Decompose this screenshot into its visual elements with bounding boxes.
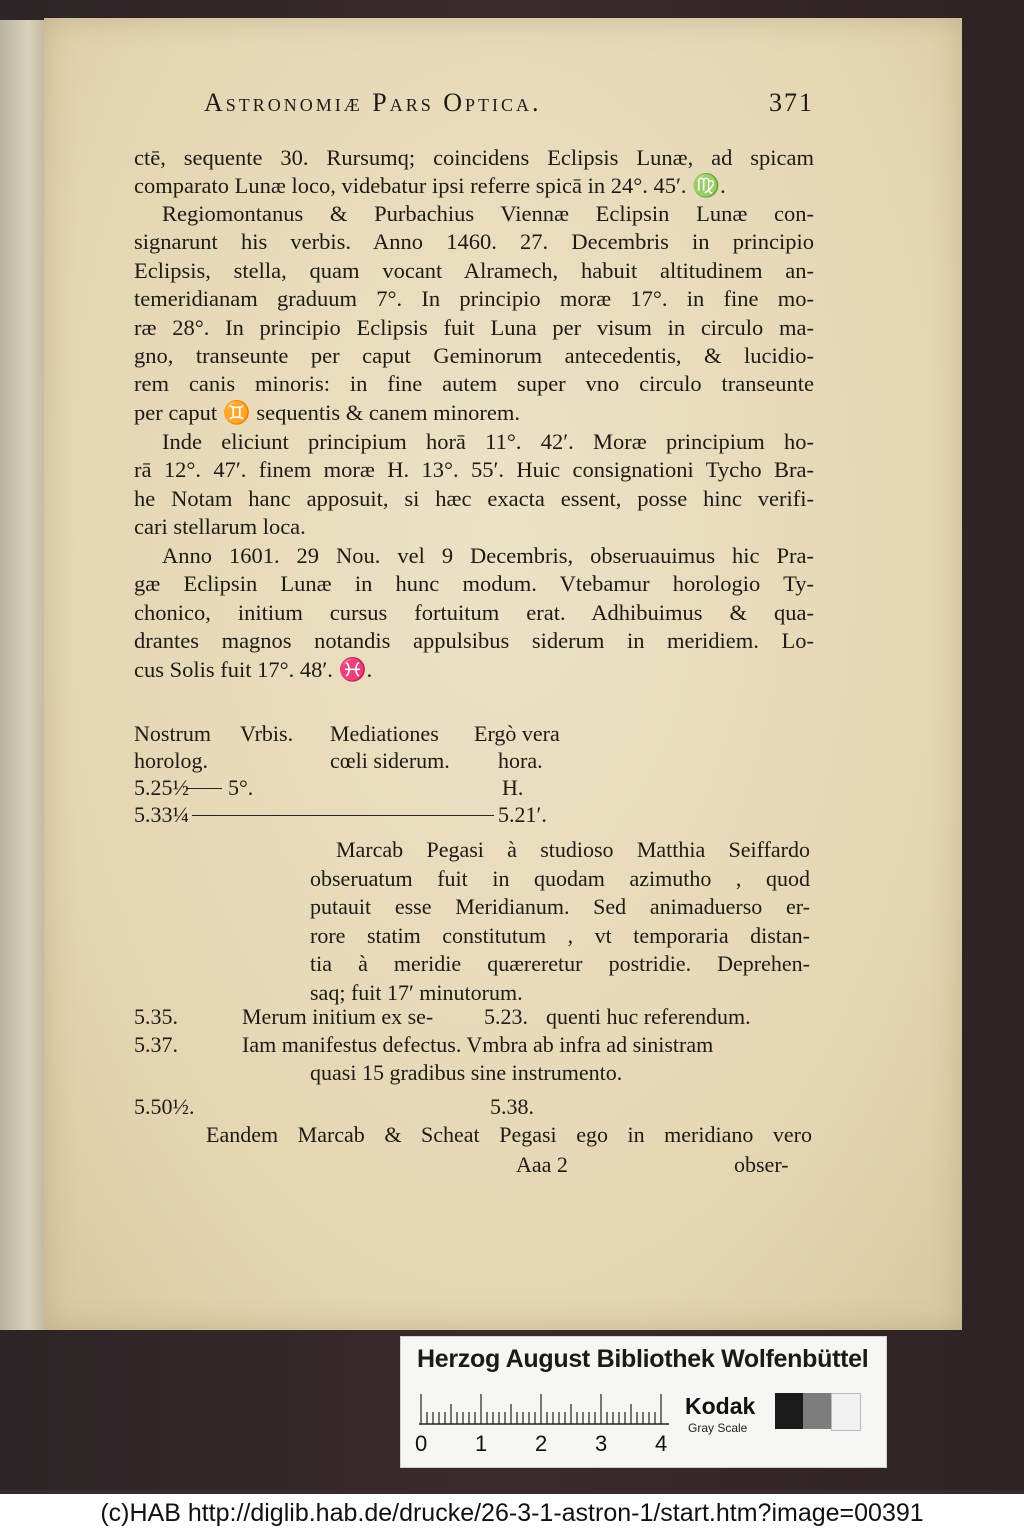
- text-line: Eclipsis, stella, quam vocant Alramech, habuit altitudinem an-: [134, 257, 814, 283]
- text-line: he Notam hanc apposuit, si hæc exacta essent, posse hinc verifi-: [134, 485, 814, 511]
- ruler-number: 4: [655, 1431, 668, 1456]
- text-line: ræ 28°. In principio Eclipsis fuit Luna per visum in circulo ma-: [134, 314, 814, 340]
- table-header: cœli siderum.: [330, 748, 450, 773]
- ruler-number: 0: [415, 1431, 428, 1456]
- time-cell: 5.50½.: [134, 1094, 195, 1119]
- running-header: [204, 86, 814, 126]
- table-header: Vrbis.: [240, 721, 294, 746]
- text-line: comparato Lunæ loco, videbatur ipsi referre spicā in 24°. 45′. ♍.: [134, 173, 726, 199]
- text-line: Eandem Marcab & Scheat Pegasi ego in meridiano vero: [206, 1122, 812, 1147]
- marcab-note: [310, 836, 810, 1007]
- text-line: saq; fuit 17′ minutorum.: [310, 979, 523, 1005]
- dash-rule: [186, 788, 222, 789]
- paragraph-2: [134, 200, 814, 427]
- text-line: putauit esse Meridianum. Sed animaduerso er-: [310, 894, 810, 919]
- source-url: (c)HAB http://diglib.hab.de/drucke/26-3-1-astron-1/start.htm?image=00391: [0, 1494, 1024, 1533]
- table-cell: 5.21′.: [498, 802, 547, 827]
- library-name: Herzog August Bibliothek Wolfenbüttel: [417, 1345, 869, 1373]
- text-line: rore statim constitutum , vt temporaria distan-: [310, 922, 810, 948]
- dash-rule: [192, 815, 494, 816]
- text-line: tia à meridie quæreretur postridie. Deprehen-: [310, 951, 810, 976]
- time-cell: 5.35.: [134, 1004, 178, 1029]
- ruler-numbers: [415, 1431, 675, 1459]
- table-header-row: [134, 720, 814, 747]
- table-header: Nostrum: [134, 721, 211, 746]
- text-line: gæ Eclipsin Lunæ in hunc modum. Vtebamur horologio Ty-: [134, 571, 814, 597]
- table-header-row: [134, 747, 814, 774]
- table-header: Mediationes: [330, 721, 439, 746]
- ruler-number: 2: [535, 1431, 548, 1456]
- text-line: Inde eliciunt principium horā 11°. 42′. Moræ principium ho-: [162, 429, 814, 454]
- text-line: Anno 1601. 29 Nou. vel 9 Decembris, obseruauimus hic Pra-: [162, 543, 814, 568]
- catchword: obser-: [734, 1152, 789, 1177]
- swatch-white: [831, 1393, 861, 1431]
- page-number: 371: [769, 88, 814, 117]
- ruler-number: 3: [595, 1431, 608, 1456]
- time-cell: 5.37.: [134, 1032, 178, 1057]
- time-cell: 5.23.: [484, 1004, 528, 1029]
- time-cell: 5.38.: [490, 1094, 534, 1119]
- text-line: rem canis minoris: in fine autem super vno circulo transeunte: [134, 371, 814, 397]
- text-line: Marcab Pegasi à studioso Matthia Seiffardo: [336, 837, 810, 862]
- library-color-card: [400, 1336, 887, 1468]
- obs-text: quasi 15 gradibus sine instrumento.: [310, 1060, 623, 1085]
- final-line: [206, 1122, 812, 1148]
- text-line: temeridianam graduum 7°. In principio moræ 17°. in fine mo-: [134, 286, 814, 312]
- text-line: Regiomontanus & Purbachius Viennæ Eclipsin Lunæ con-: [162, 201, 814, 226]
- observation-table: [134, 720, 814, 828]
- left-page-edge: [0, 20, 49, 1330]
- swatch-gray: [803, 1393, 831, 1429]
- table-cell: 5.33¼: [134, 802, 189, 827]
- text-line: chonico, initium cursus fortuitum erat. Adhibuimus & qua-: [134, 599, 814, 625]
- paragraph-3: [134, 428, 814, 542]
- swatch-black: [775, 1393, 803, 1429]
- obs-text: quenti huc referendum.: [546, 1004, 751, 1029]
- ruler-number: 1: [475, 1431, 488, 1456]
- gray-scale-label: Gray Scale: [688, 1421, 748, 1435]
- table-cell: 5°.: [228, 775, 254, 800]
- paragraph-4: [134, 542, 814, 684]
- text-line: rā 12°. 47′. finem moræ H. 13°. 55′. Huic consignationi Tycho Bra-: [134, 457, 814, 483]
- text-line: gno, transeunte per caput Geminorum antecedentis, & lucidio-: [134, 343, 814, 369]
- text-line: signarunt his verbis. Anno 1460. 27. Decembris in principio: [134, 229, 814, 255]
- running-title: Astronomiæ Pars Optica.: [204, 88, 542, 117]
- table-row: [134, 801, 814, 828]
- text-line: per caput ♊ sequentis & canem minorem.: [134, 399, 521, 425]
- table-cell: H.: [502, 775, 524, 800]
- text-line: cari stellarum loca.: [134, 514, 306, 540]
- ruler-ticks: [419, 1391, 669, 1425]
- book-page: [44, 18, 962, 1330]
- text-line: cus Solis fuit 17°. 48′. ♓.: [134, 656, 373, 682]
- text-line: drantes magnos notandis appulsibus siderum in meridiem. Lo-: [134, 628, 814, 654]
- table-row: [134, 774, 814, 801]
- signature-mark: Aaa 2: [516, 1152, 568, 1177]
- table-header: horolog.: [134, 748, 208, 773]
- obs-text: Iam manifestus defectus. Vmbra ab infra ad sinistram: [242, 1032, 714, 1057]
- text-line: ctē, sequente 30. Rursumq; coincidens Eclipsis Lunæ, ad spicam: [134, 145, 814, 170]
- table-header: Ergò vera: [474, 721, 560, 746]
- obs-text: Merum initium ex se-: [242, 1004, 434, 1029]
- kodak-logo: Kodak: [685, 1393, 756, 1419]
- table-header: hora.: [498, 748, 543, 773]
- table-cell: 5.25½: [134, 775, 189, 800]
- paragraph-1: [134, 144, 814, 201]
- text-line: obseruatum fuit in quodam azimutho , quod: [310, 865, 810, 891]
